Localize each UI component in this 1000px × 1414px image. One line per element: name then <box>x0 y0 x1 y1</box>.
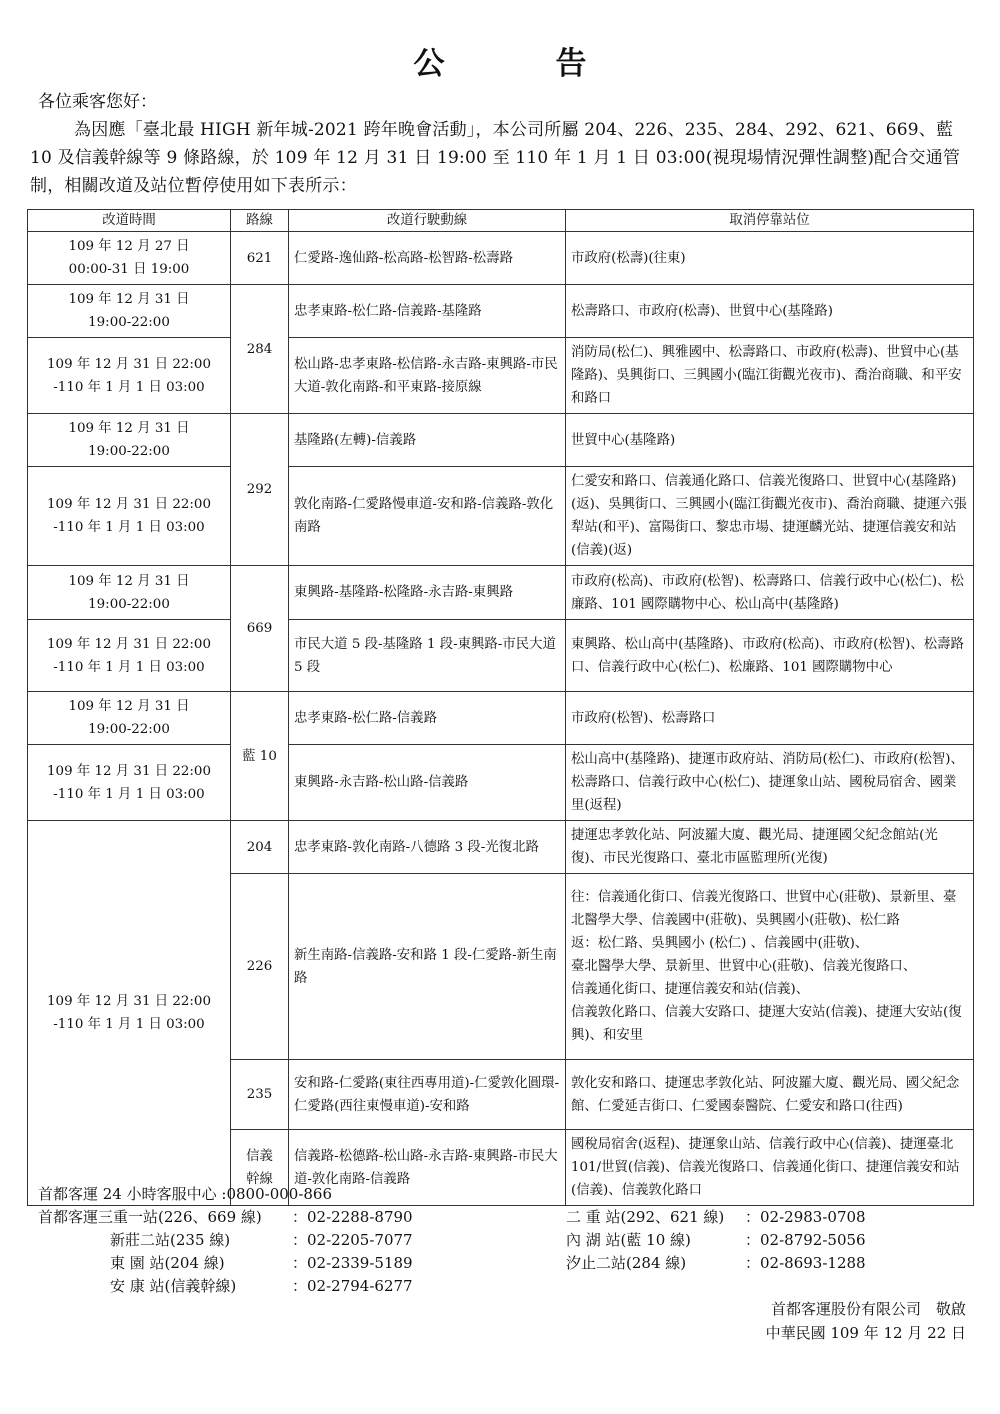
time-cell: 109 年 12 月 31 日 22:00 -110 年 1 月 1 日 03:00 <box>28 338 231 414</box>
table-row <box>28 467 974 566</box>
route-cell: 235 <box>231 1060 289 1130</box>
notice-date: 中華民國 109 年 12 月 22 日 <box>765 1324 966 1342</box>
table-row <box>28 414 974 467</box>
table-row <box>28 692 974 745</box>
time-cell: 109 年 12 月 31 日 22:00 -110 年 1 月 1 日 03:00 <box>28 467 231 566</box>
stops-cell: 世貿中心(基隆路) <box>566 414 974 467</box>
detour-cell: 忠孝東路-敦化南路-八德路 3 段-光復北路 <box>289 821 566 874</box>
route-cell: 信義 幹線 <box>231 1130 289 1206</box>
table-row <box>28 232 974 285</box>
station-label: 新莊二站(235 線) <box>110 1231 231 1249</box>
detour-cell: 忠孝東路-松仁路-信義路 <box>289 692 566 745</box>
stops-cell: 市政府(松智)、松壽路口 <box>566 692 974 745</box>
station-phone: ：02-8693-1288 <box>745 1254 866 1272</box>
station-phone: ：02-2983-0708 <box>745 1208 866 1226</box>
detour-cell: 敦化南路-仁愛路慢車道-安和路-信義路-敦化南路 <box>289 467 566 566</box>
detour-cell: 仁愛路-逸仙路-松高路-松智路-松壽路 <box>289 232 566 285</box>
time-cell: 109 年 12 月 31 日 22:00 -110 年 1 月 1 日 03:00 <box>28 821 231 1206</box>
table-row <box>28 821 974 874</box>
station-phone: ：02-2339-5189 <box>292 1254 413 1272</box>
detour-cell: 市民大道 5 段-基隆路 1 段-東興路-市民大道 5 段 <box>289 620 566 692</box>
greeting: 各位乘客您好： <box>38 92 157 112</box>
stops-cell: 東興路、松山高中(基隆路)、市政府(松高)、市政府(松智)、松壽路口、信義行政中心(松仁)、松廉路、101 國際購物中心 <box>566 620 974 692</box>
station-label: 安 康 站(信義幹線) <box>110 1277 237 1295</box>
stops-cell: 捷運忠孝敦化站、阿波羅大廈、觀光局、捷運國父紀念館站(光復)、市民光復路口、臺北市區監理所(光復) <box>566 821 974 874</box>
time-cell: 109 年 12 月 31 日 19:00-22:00 <box>28 692 231 745</box>
table-row <box>28 566 974 620</box>
hotline: 首都客運 24 小時客服中心 :0800-000-866 <box>38 1185 333 1203</box>
route-cell: 204 <box>231 821 289 874</box>
station-label: 二 重 站(292、621 線) <box>566 1208 725 1226</box>
stops-cell: 松壽路口、市政府(松壽)、世貿中心(基隆路) <box>566 285 974 338</box>
station-phone: ：02-2794-6277 <box>292 1277 413 1295</box>
stops-cell: 松山高中(基隆路)、捷運市政府站、消防局(松仁)、市政府(松智)、松壽路口、信義行政中心(松仁)、捷運象山站、國稅局宿舍、國業里(返程) <box>566 745 974 821</box>
table-row <box>28 338 974 414</box>
station-label: 東 園 站(204 線) <box>110 1254 225 1272</box>
notice-title: 公 告 <box>413 46 627 82</box>
detour-cell: 東興路-基隆路-松隆路-永吉路-東興路 <box>289 566 566 620</box>
station-label: 首都客運三重一站(226、669 線) <box>38 1208 262 1226</box>
route-cell: 226 <box>231 874 289 1060</box>
time-cell: 109 年 12 月 31 日 22:00 -110 年 1 月 1 日 03:00 <box>28 745 231 821</box>
stops-cell: 國稅局宿舍(返程)、捷運象山站、信義行政中心(信義)、捷運臺北 101/世貿(信義)、信義光復路口、信義通化街口、捷運信義安和站(信義)、信義敦化路口 <box>566 1130 974 1206</box>
detour-cell: 基隆路(左轉)-信義路 <box>289 414 566 467</box>
header-route: 路線 <box>231 210 289 232</box>
station-phone: ：02-2205-7077 <box>292 1231 413 1249</box>
stops-cell: 敦化安和路口、捷運忠孝敦化站、阿波羅大廈、觀光局、國父紀念館、仁愛延吉街口、仁愛國泰醫院、仁愛安和路口(往西) <box>566 1060 974 1130</box>
detour-cell: 東興路-永吉路-松山路-信義路 <box>289 745 566 821</box>
station-label: 內 湖 站(藍 10 線) <box>566 1231 691 1249</box>
route-cell: 292 <box>231 414 289 566</box>
table-row <box>28 620 974 692</box>
detour-cell: 新生南路-信義路-安和路 1 段-仁愛路-新生南路 <box>289 874 566 1060</box>
time-cell: 109 年 12 月 27 日 00:00-31 日 19:00 <box>28 232 231 285</box>
header-detour: 改道行駛動線 <box>289 210 566 232</box>
header-time: 改道時間 <box>28 210 231 232</box>
time-cell: 109 年 12 月 31 日 19:00-22:00 <box>28 414 231 467</box>
company-signature: 首都客運股份有限公司 敬啟 <box>770 1300 966 1318</box>
stops-cell: 仁愛安和路口、信義通化路口、信義光復路口、世貿中心(基隆路)(返)、吳興街口、三興國小(臨江街觀光夜市)、喬治商職、捷運六張犁站(和平)、富陽街口、黎忠市場、捷運麟光站、捷運信義安和站(信義)(返) <box>566 467 974 566</box>
time-cell: 109 年 12 月 31 日 22:00 -110 年 1 月 1 日 03:00 <box>28 620 231 692</box>
detour-cell: 安和路-仁愛路(東往西專用道)-仁愛敦化圓環-仁愛路(西往東慢車道)-安和路 <box>289 1060 566 1130</box>
route-cell: 669 <box>231 566 289 692</box>
route-cell: 621 <box>231 232 289 285</box>
table-row <box>28 285 974 338</box>
stops-cell: 市政府(松高)、市政府(松智)、松壽路口、信義行政中心(松仁)、松廉路、101 國際購物中心、松山高中(基隆路) <box>566 566 974 620</box>
stops-cell: 消防局(松仁)、興雅國中、松壽路口、市政府(松壽)、世貿中心(基隆路)、吳興街口、三興國小(臨江街觀光夜市)、喬治商職、和平安和路口 <box>566 338 974 414</box>
stops-cell: 市政府(松壽)(往東) <box>566 232 974 285</box>
detour-cell: 松山路-忠孝東路-松信路-永吉路-東興路-市民大道-敦化南路-和平東路-接原線 <box>289 338 566 414</box>
header-stops: 取消停靠站位 <box>566 210 974 232</box>
time-cell: 109 年 12 月 31 日 19:00-22:00 <box>28 285 231 338</box>
detour-table <box>27 209 974 1206</box>
detour-cell: 忠孝東路-松仁路-信義路-基隆路 <box>289 285 566 338</box>
station-phone: ：02-8792-5056 <box>745 1231 866 1249</box>
route-cell: 藍 10 <box>231 692 289 821</box>
stops-cell: 往：信義通化街口、信義光復路口、世貿中心(莊敬)、景新里、臺北醫學大學、信義國中(莊敬)、吳興國小(莊敬)、松仁路 返：松仁路、吳興國小 (松仁) 、信義國中(莊敬)、 臺北醫學大學、景新里、世貿中心(莊敬)、信義光復路口、 信義通化街口、捷運信義安和站(信義)、 信義敦化路口、信義大安路口、捷運大安站(信義)、捷運大安站(復興)、和安里 <box>566 874 974 1060</box>
table-header-row <box>28 210 974 232</box>
station-phone: ：02-2288-8790 <box>292 1208 413 1226</box>
detour-cell: 信義路-松德路-松山路-永吉路-東興路-市民大道-敦化南路-信義路 <box>289 1130 566 1206</box>
station-label: 汐止二站(284 線) <box>566 1254 687 1272</box>
time-cell: 109 年 12 月 31 日 19:00-22:00 <box>28 566 231 620</box>
table-row <box>28 745 974 821</box>
route-cell: 284 <box>231 285 289 414</box>
intro-paragraph: 為因應「臺北最 HIGH 新年城-2021 跨年晚會活動」，本公司所屬 204、226、235、284、292、621、669、藍 10 及信義幹線等 9 條路線，於 109 年 12 月 31 日 19:00 至 110 年 1 月 1 日 03:00(視現場情況彈性調整)配合交通管制，相關改道及站位暫停使用如下表所示： <box>30 120 961 196</box>
